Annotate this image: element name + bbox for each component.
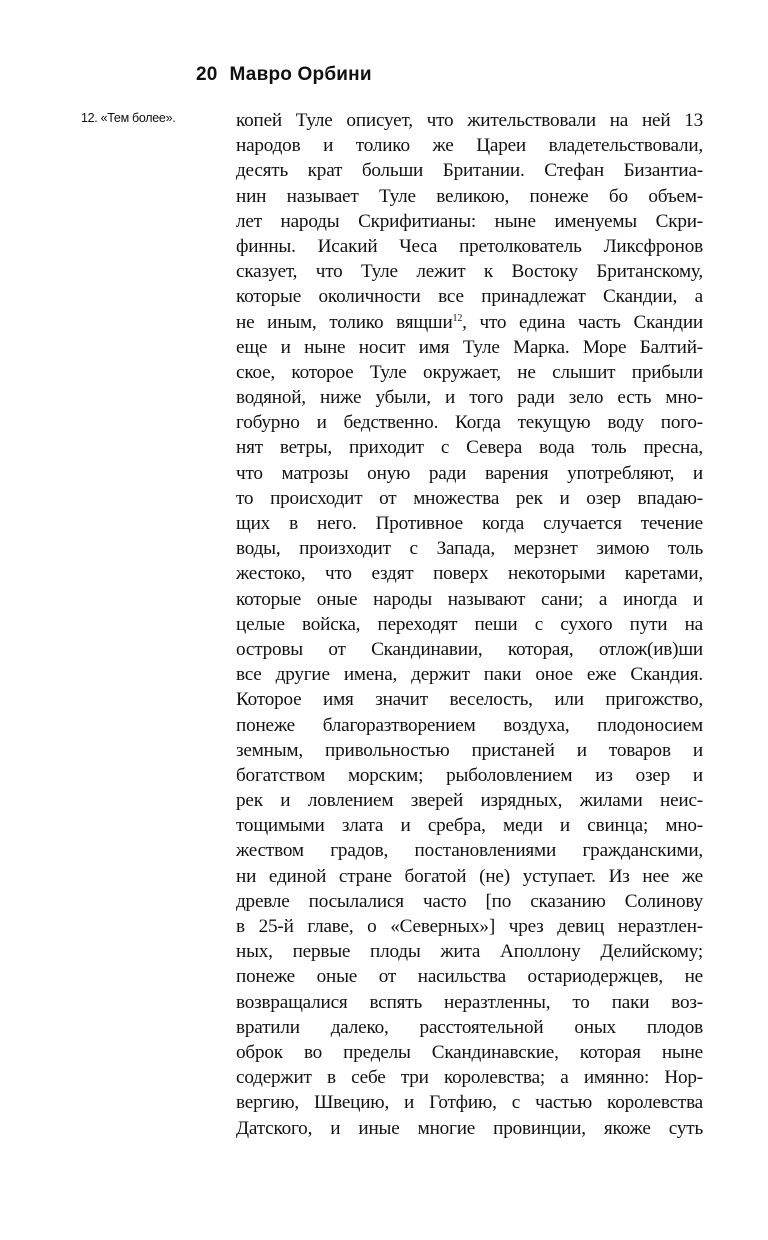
text-line: нят ветры, приходит с Севера вода толь пресна, xyxy=(236,437,703,459)
text-segment: , что едина часть Скандии xyxy=(462,311,703,333)
text-line: содержит в себе три королевства; а имянно: Нор- xyxy=(236,1067,703,1089)
footnote-12: 12. «Тем более». xyxy=(81,111,176,125)
text-line: островы от Скандинавии, которая, отлож(ив)ши xyxy=(236,638,703,660)
text-line: гобурно и бедственно. Когда текущую воду пого- xyxy=(236,412,703,434)
text-line: которые оные народы называют сани; а иногда и xyxy=(236,588,703,610)
text-line: нин называет Туле великою, понеже бо объем- xyxy=(236,185,703,207)
text-line: еще и ныне носит имя Туле Марка. Море Балтий- xyxy=(236,336,703,358)
text-line: оброк во пределы Скандинавские, которая ныне xyxy=(236,1041,703,1063)
text-line: ни единой стране богатой (не) уступает. Из нее же xyxy=(236,865,703,887)
text-line: лет народы Скрифитианы: ныне именуемы Скри- xyxy=(236,210,703,232)
text-line: древле посылалися часто [по сказанию Солинову xyxy=(236,890,703,912)
text-line: народов и толико же Цареи владетельствовали, xyxy=(236,135,703,157)
text-line: тощимыми злата и сребра, меди и свинца; мно- xyxy=(236,815,703,837)
text-line: жеством градов, постановлениями гражданскими, xyxy=(236,840,703,862)
running-head xyxy=(196,64,372,86)
page-number: 20 xyxy=(196,64,218,85)
text-line: десять крат больши Британии. Стефан Бизантиа- xyxy=(236,160,703,182)
text-line: ское, которое Туле окружает, не слышит прибыли xyxy=(236,361,703,383)
text-line: водяной, ниже убыли, и того ради зело есть мно- xyxy=(236,387,703,409)
text-line: вратили далеко, расстоятельной оных плодов xyxy=(236,1016,703,1038)
text-line: щих в него. Противное когда случается течение xyxy=(236,513,703,534)
footnote-reference: 12 xyxy=(452,312,463,324)
text-line: воды, произходит с Запада, мерзнет зимою толь xyxy=(236,538,703,560)
text-line: понеже благоразтворением воздуха, плодоносием xyxy=(236,714,703,736)
text-line: понеже оные от насильства остариодержцев, не xyxy=(236,966,703,988)
body-text xyxy=(236,108,703,1141)
text-line: возвращалися вспять неразтленны, то паки воз- xyxy=(236,991,703,1013)
text-line: что матрозы оную ради варения употребляют, и xyxy=(236,462,703,484)
text-line: Датского, и иные многие провинции, якоже суть xyxy=(236,1117,703,1139)
text-line: сказует, что Туле лежит к Востоку Британскому, xyxy=(236,261,703,283)
text-line: земным, привольностью пристаней и товаров и xyxy=(236,739,703,761)
text-line: целые войска, переходят пеши с сухого пути на xyxy=(236,613,703,635)
text-line-with-footnote-ref xyxy=(236,310,703,335)
text-line: финны. Исакий Чеса претолкователь Ликсфронов xyxy=(236,235,703,257)
text-line: вергию, Швецию, и Готфию, с частью королевства xyxy=(236,1092,703,1114)
text-line: жестоко, что ездят поверх некоторыми каретами, xyxy=(236,563,703,585)
text-line: в 25-й главе, о «Северных»] чрез девиц неразтлен- xyxy=(236,916,703,937)
text-line: которые околичности все принадлежат Скандии, а xyxy=(236,286,703,308)
text-line: ных, первые плоды жита Аполлону Делийскому; xyxy=(236,941,703,963)
text-line: копей Туле описует, что жительствовали на ней 13 xyxy=(236,110,703,131)
running-title: Мавро Орбини xyxy=(229,64,372,85)
text-line: богатством морским; рыболовлением из озер и xyxy=(236,764,703,786)
text-line: рек и ловлением зверей изрядных, жилами неис- xyxy=(236,790,703,812)
text-line: все другие имена, держит паки оное еже Скандия. xyxy=(236,664,703,686)
text-segment: не иным, толико вящши xyxy=(236,311,453,333)
text-line: Которое имя значит веселость, или пригожство, xyxy=(236,689,703,711)
text-line: то происходит от множества рек и озер впадаю- xyxy=(236,487,703,509)
